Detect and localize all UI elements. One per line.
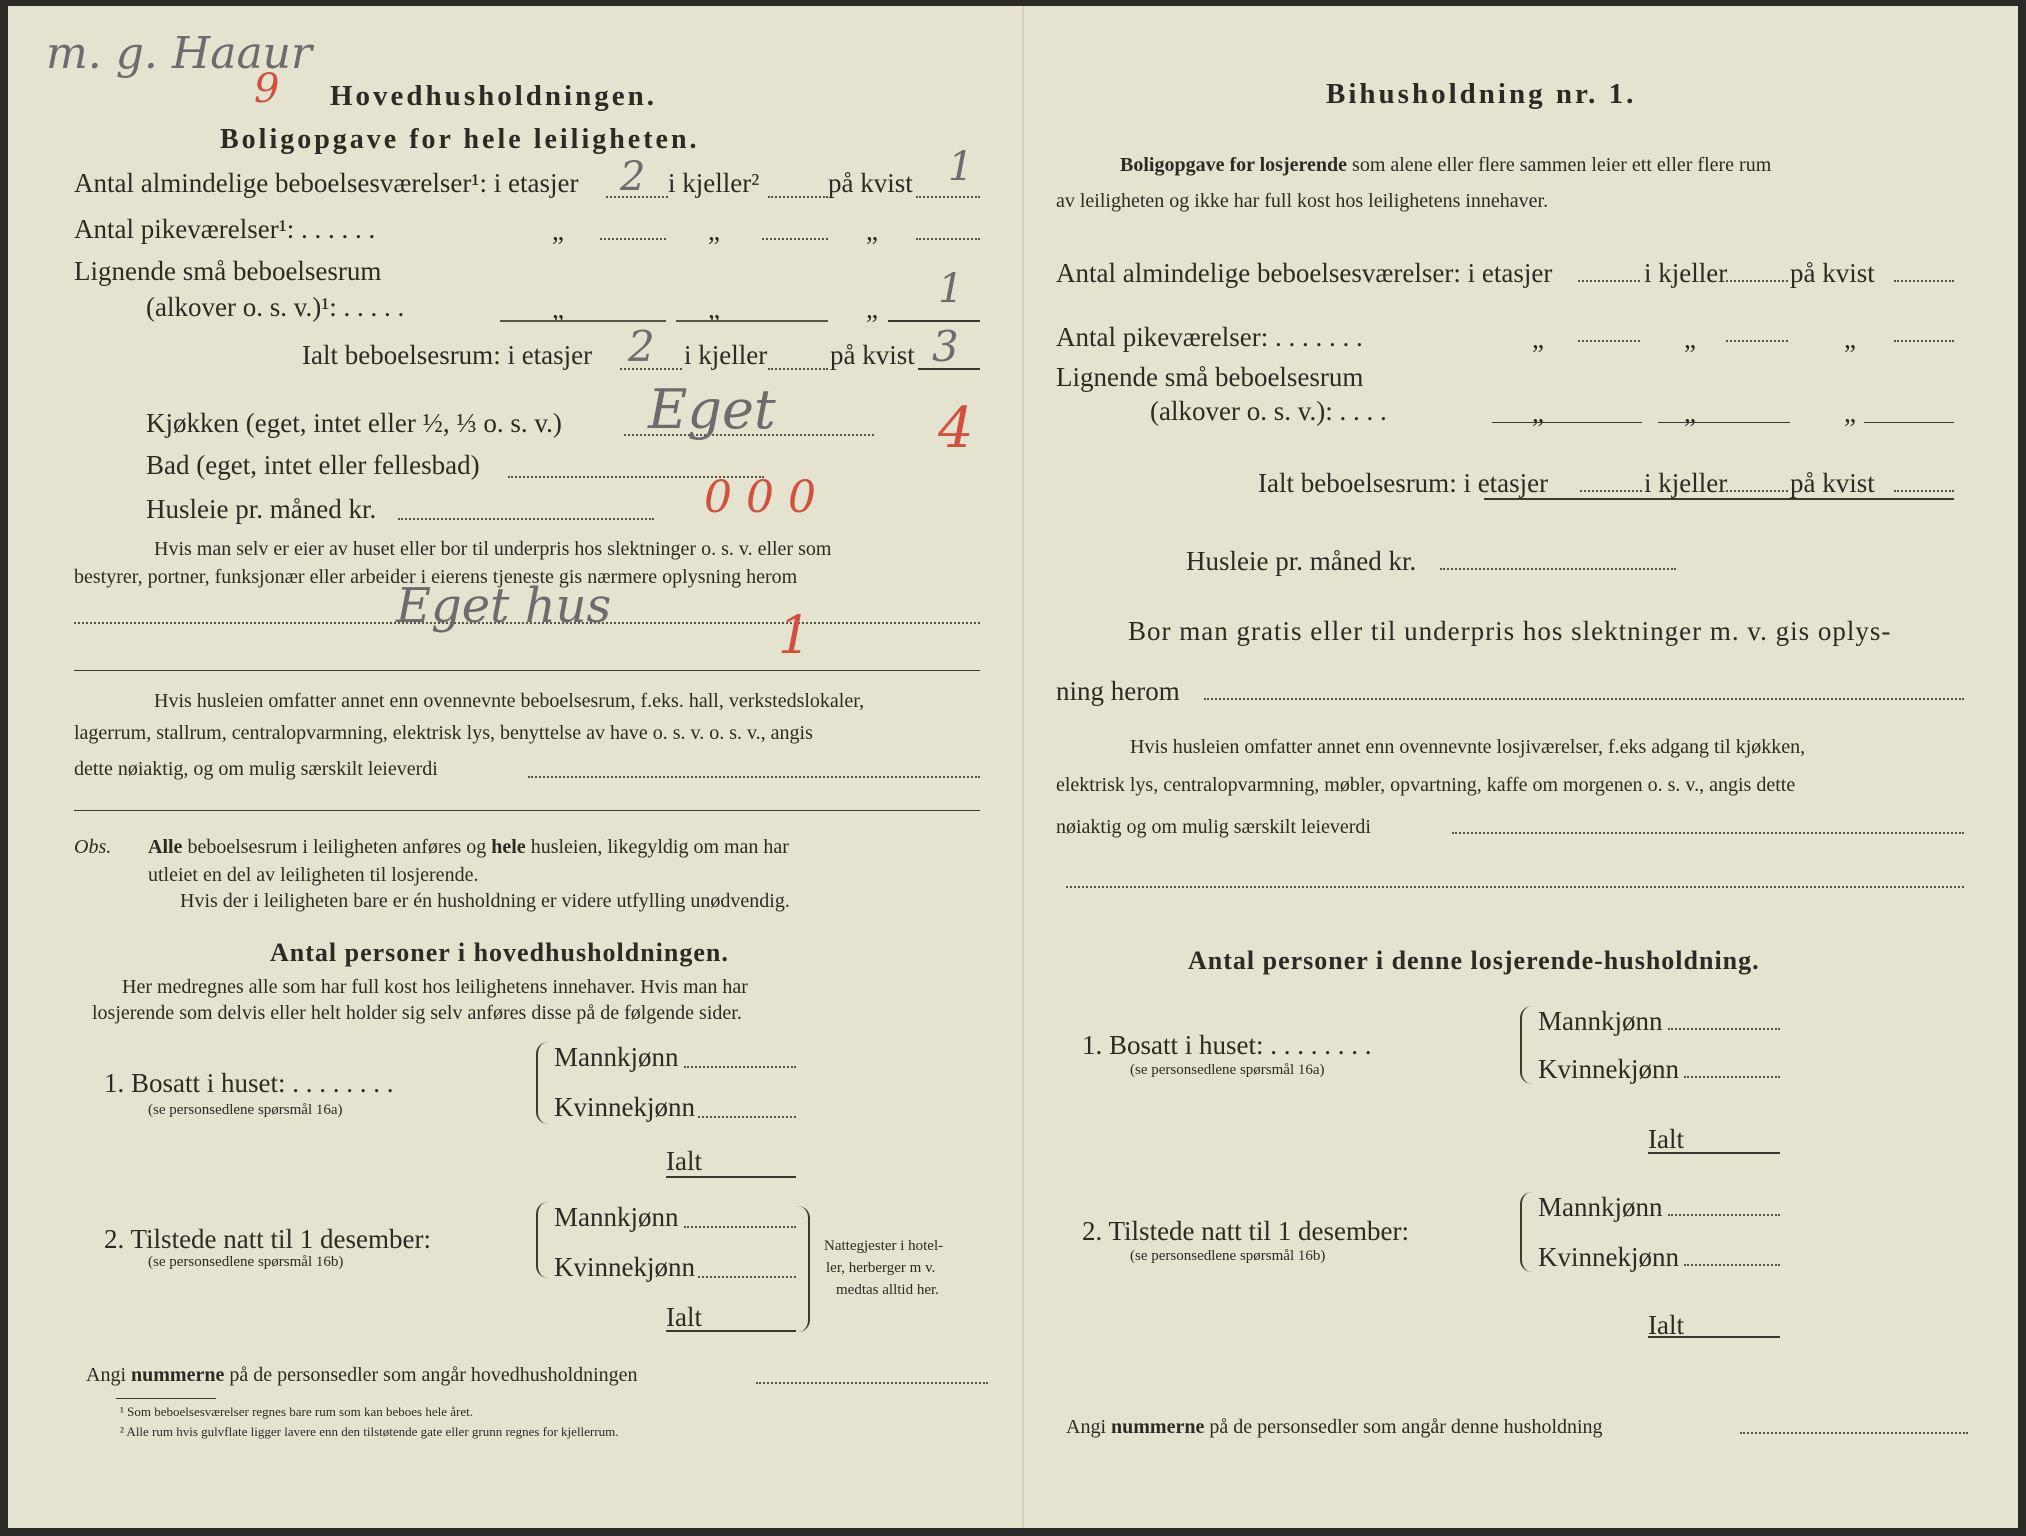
r-gratis-line-2: ning herom xyxy=(1056,676,1180,706)
right-sub-1: Boligopgave for losjerende som alene eller flere sammen leier ett eller flere rum xyxy=(1120,154,1772,176)
rooms-etasjer-value: 2 xyxy=(620,154,646,200)
rooms-kvist-field[interactable] xyxy=(916,196,980,198)
q2-brace xyxy=(536,1202,548,1278)
page-fold xyxy=(1022,6,1024,1528)
obs-label: Obs. xyxy=(74,836,112,858)
eier-line-2: bestyrer, portner, funksjonær eller arbeider i eierens tjeneste gis nærmere oplysning herom xyxy=(74,566,798,588)
kjokken-value: Eget xyxy=(648,378,776,441)
r-alkover-dq-2: „ xyxy=(1684,398,1696,428)
handwritten-total: 4 xyxy=(938,396,974,461)
r-pike-dq-1: „ xyxy=(1532,324,1544,354)
pike-label: Antal pikeværelser¹: . . . . . . xyxy=(74,214,376,244)
ialt-kvist-value: 3 xyxy=(932,322,959,371)
r-alkover-dq-1: „ xyxy=(1532,398,1544,428)
pike-etasjer-field[interactable] xyxy=(600,238,666,240)
alkover-dq-3: „ xyxy=(866,294,878,324)
r-alkover-label: (alkover o. s. v.): . . . . xyxy=(1150,396,1387,426)
q1-kvinne-field[interactable] xyxy=(698,1116,796,1118)
r-q1-kvinne-field[interactable] xyxy=(1684,1076,1780,1078)
omfatter-line-2: lagerrum, stallrum, centralopvarmning, elektrisk lys, benyttelse av have o. s. v. o. s. v., angis xyxy=(74,722,813,744)
r-pike-etasjer-field[interactable] xyxy=(1578,340,1640,342)
rooms-kvist-value: 1 xyxy=(948,144,974,190)
husleie-field[interactable] xyxy=(398,518,654,520)
angi-line: Angi nummerne på de personsedler som angår hovedhusholdningen xyxy=(86,1364,638,1386)
r-rooms-etasjer-field[interactable] xyxy=(1578,280,1640,282)
eier-number: 1 xyxy=(778,606,812,666)
r-ialt-label: Ialt beboelsesrum: i etasjer xyxy=(1258,468,1549,498)
q2-sub: (se personsedlene spørsmål 16b) xyxy=(148,1254,344,1270)
q1-label: 1. Bosatt i huset: . . . . . . . . xyxy=(104,1068,394,1098)
ialt-kjeller-label: i kjeller xyxy=(684,340,768,370)
natt-note-1: Nattegjester i hotel- xyxy=(824,1238,944,1254)
eier-note: Eget hus xyxy=(396,578,612,634)
obs-line-1: Alle beboelsesrum i leiligheten anføres og hele husleien, likegyldig om man har xyxy=(148,836,789,858)
rooms-kjeller-label: i kjeller² xyxy=(668,168,760,198)
pike-dq-3: „ xyxy=(866,216,878,246)
r-q1-label: 1. Bosatt i huset: . . . . . . . . xyxy=(1082,1030,1372,1060)
obs-line-3: Hvis der i leiligheten bare er én husholdning er videre utfylling unødvendig. xyxy=(180,890,790,912)
q1-ialt-field[interactable] xyxy=(666,1176,796,1178)
footnote-2: ² Alle rum hvis gulvflate ligger lavere enn den tilstøtende gate eller grunn regnes for kjellerrum. xyxy=(120,1424,619,1439)
r-q2-ialt-label: Ialt xyxy=(1648,1310,1684,1340)
pike-dq-1: „ xyxy=(552,216,564,246)
r-q2-brace xyxy=(1520,1192,1532,1272)
ialt-label: Ialt beboelsesrum: i etasjer xyxy=(302,340,593,370)
alkover-dq-1: „ xyxy=(552,294,564,324)
q2-kvinne-field[interactable] xyxy=(698,1276,796,1278)
omfatter-line-1: Hvis husleien omfatter annet enn ovennevnte beboelsesrum, f.eks. hall, verkstedslokaler, xyxy=(154,690,865,712)
r-q1-ialt-label: Ialt xyxy=(1648,1124,1684,1154)
handwritten-top-note: m. g. Haaur xyxy=(46,28,313,79)
ialt-etasjer-value: 2 xyxy=(628,322,655,371)
r-gratis-field[interactable] xyxy=(1204,698,1964,700)
r-q2-label: 2. Tilstede natt til 1 desember: xyxy=(1082,1216,1409,1246)
q1-ialt-label: Ialt xyxy=(666,1146,702,1176)
r-gratis-line-1: Bor man gratis eller til underpris hos slektninger m. v. gis oplys- xyxy=(1128,616,1892,646)
rooms-kvist-label: på kvist xyxy=(828,168,913,198)
r-pike-dq-3: „ xyxy=(1844,324,1856,354)
left-subtitle: Boligopgave for hele leiligheten. xyxy=(220,124,700,155)
obs-line-2: utleiet en del av leiligheten til losjerende. xyxy=(148,864,479,886)
r-lignende-label: Lignende små beboelsesrum xyxy=(1056,362,1364,392)
r-pike-dq-2: „ xyxy=(1684,324,1696,354)
r-omfatter-line-2: elektrisk lys, centralopvarmning, møbler, opvartning, kaffe om morgenen o. s. v., angis dette xyxy=(1056,774,1796,796)
r-rooms-label: Antal almindelige beboelsesværelser: i etasjer xyxy=(1056,258,1553,288)
r-omfatter-line-1: Hvis husleien omfatter annet enn ovennevnte losjiværelser, f.eks adgang til kjøkken, xyxy=(1130,736,1806,758)
r-alkover-kvist-field[interactable] xyxy=(1864,422,1954,423)
q1-sub: (se personsedlene spørsmål 16a) xyxy=(148,1102,343,1118)
r-husleie-label: Husleie pr. måned kr. xyxy=(1186,546,1417,576)
bad-label: Bad (eget, intet eller fellesbad) xyxy=(146,450,480,480)
r-q1-mann-label: Mannkjønn xyxy=(1538,1006,1663,1036)
angi-field[interactable] xyxy=(756,1382,988,1384)
r-q1-kvinne-label: Kvinnekjønn xyxy=(1538,1054,1679,1084)
r-ialt-etasjer-field[interactable] xyxy=(1580,490,1642,492)
pike-kvist-field[interactable] xyxy=(916,238,980,240)
alkover-kvist-value: 1 xyxy=(938,266,964,312)
r-rooms-kvist-field[interactable] xyxy=(1894,280,1954,282)
footnote-rule xyxy=(116,1398,216,1399)
r-pike-kvist-field[interactable] xyxy=(1894,340,1954,342)
ialt-kvist-label: på kvist xyxy=(830,340,915,370)
r-q1-sub: (se personsedlene spørsmål 16a) xyxy=(1130,1062,1325,1078)
persons-note-2: losjerende som delvis eller helt holder sig selv anføres disse på de følgende sider. xyxy=(92,1002,742,1024)
q2-ialt-label: Ialt xyxy=(666,1302,702,1332)
persons-note-1: Her medregnes alle som har full kost hos leilighetens innehaver. Hvis man har xyxy=(122,976,748,998)
alkover-dq-2: „ xyxy=(708,294,720,324)
r-angi-line: Angi nummerne på de personsedler som angår denne husholdning xyxy=(1066,1416,1603,1438)
r-q1-ialt-field[interactable] xyxy=(1648,1152,1780,1154)
r-rooms-kjeller-label: i kjeller xyxy=(1644,258,1728,288)
pike-dq-2: „ xyxy=(708,216,720,246)
census-form-sheet xyxy=(8,6,2018,1528)
husleie-label: Husleie pr. måned kr. xyxy=(146,494,377,524)
q1-mann-field[interactable] xyxy=(684,1066,796,1068)
leieverdi-field-2[interactable] xyxy=(74,810,980,811)
rooms-label: Antal almindelige beboelsesværelser¹: i etasjer xyxy=(74,168,579,198)
r-omfatter-line-3: nøiaktig og om mulig særskilt leieverdi xyxy=(1056,816,1371,838)
r-q2-sub: (se personsedlene spørsmål 16b) xyxy=(1130,1248,1326,1264)
r-persons-title: Antal personer i denne losjerende-husholdning. xyxy=(1188,946,1760,975)
natt-brace xyxy=(798,1206,810,1332)
r-q2-kvinne-field[interactable] xyxy=(1684,1264,1780,1266)
r-alkover-dq-3: „ xyxy=(1844,398,1856,428)
r-angi-field[interactable] xyxy=(1740,1432,1968,1434)
r-pike-label: Antal pikeværelser: . . . . . . . xyxy=(1056,322,1363,352)
alkover-label: (alkover o. s. v.)¹: . . . . . xyxy=(146,292,405,322)
r-husleie-field[interactable] xyxy=(1440,568,1676,570)
q2-kvinne-label: Kvinnekjønn xyxy=(554,1252,695,1282)
r-leieverdi-field-2[interactable] xyxy=(1066,886,1964,888)
omfatter-line-3: dette nøiaktig, og om mulig særskilt leieverdi xyxy=(74,758,438,780)
r-leieverdi-field[interactable] xyxy=(1452,832,1964,834)
kjokken-label: Kjøkken (eget, intet eller ½, ⅓ o. s. v.) xyxy=(146,408,562,438)
r-rooms-kjeller-field[interactable] xyxy=(1726,280,1788,282)
left-title: Hovedhusholdningen. xyxy=(330,80,657,112)
ialt-kjeller-field[interactable] xyxy=(768,368,828,370)
eier-line-1: Hvis man selv er eier av huset eller bor til underpris hos slektninger o. s. v. eller som xyxy=(154,538,832,560)
r-alkover-etasjer-field[interactable] xyxy=(1492,422,1642,423)
r-alkover-kjeller-field[interactable] xyxy=(1658,422,1790,423)
natt-note-2: ler, herberger m v. xyxy=(826,1260,936,1276)
r-ialt-kjeller-field[interactable] xyxy=(1726,490,1788,492)
q1-brace xyxy=(536,1042,548,1124)
r-q2-kvinne-label: Kvinnekjønn xyxy=(1538,1242,1679,1272)
rooms-kjeller-field[interactable] xyxy=(768,196,828,198)
eier-field-2[interactable] xyxy=(74,670,980,671)
r-q2-mann-field[interactable] xyxy=(1668,1214,1780,1216)
q1-mann-label: Mannkjønn xyxy=(554,1042,679,1072)
right-title: Bihusholdning nr. 1. xyxy=(1326,78,1637,110)
right-sub-2: av leiligheten og ikke har full kost hos leilighetens innehaver. xyxy=(1056,190,1549,212)
r-q2-mann-label: Mannkjønn xyxy=(1538,1192,1663,1222)
leieverdi-field[interactable] xyxy=(528,776,980,778)
r-ialt-kjeller-label: i kjeller xyxy=(1644,468,1728,498)
natt-note-3: medtas alltid her. xyxy=(836,1282,939,1298)
q1-kvinne-label: Kvinnekjønn xyxy=(554,1092,695,1122)
persons-title: Antal personer i hovedhusholdningen. xyxy=(270,938,729,967)
handwritten-page-number: 9 xyxy=(254,66,280,112)
q2-label: 2. Tilstede natt til 1 desember: xyxy=(104,1224,431,1254)
r-ialt-kvist-field[interactable] xyxy=(1894,490,1954,492)
q2-ialt-field[interactable] xyxy=(666,1330,796,1332)
r-ialt-underline xyxy=(1484,498,1954,500)
r-q2-ialt-field[interactable] xyxy=(1648,1336,1780,1338)
r-pike-kjeller-field[interactable] xyxy=(1726,340,1788,342)
footnote-1: ¹ Som beboelsesværelser regnes bare rum som kan beboes hele året. xyxy=(120,1404,473,1419)
lignende-label: Lignende små beboelsesrum xyxy=(74,256,382,286)
r-q1-mann-field[interactable] xyxy=(1668,1028,1780,1030)
r-ialt-kvist-label: på kvist xyxy=(1790,468,1875,498)
q2-mann-field[interactable] xyxy=(684,1226,796,1228)
r-rooms-kvist-label: på kvist xyxy=(1790,258,1875,288)
pike-kjeller-field[interactable] xyxy=(762,238,828,240)
alkover-kjeller-field[interactable] xyxy=(676,320,828,322)
r-q1-brace xyxy=(1520,1006,1532,1084)
q2-mann-label: Mannkjønn xyxy=(554,1202,679,1232)
husleie-value: 0 0 0 xyxy=(704,472,816,523)
